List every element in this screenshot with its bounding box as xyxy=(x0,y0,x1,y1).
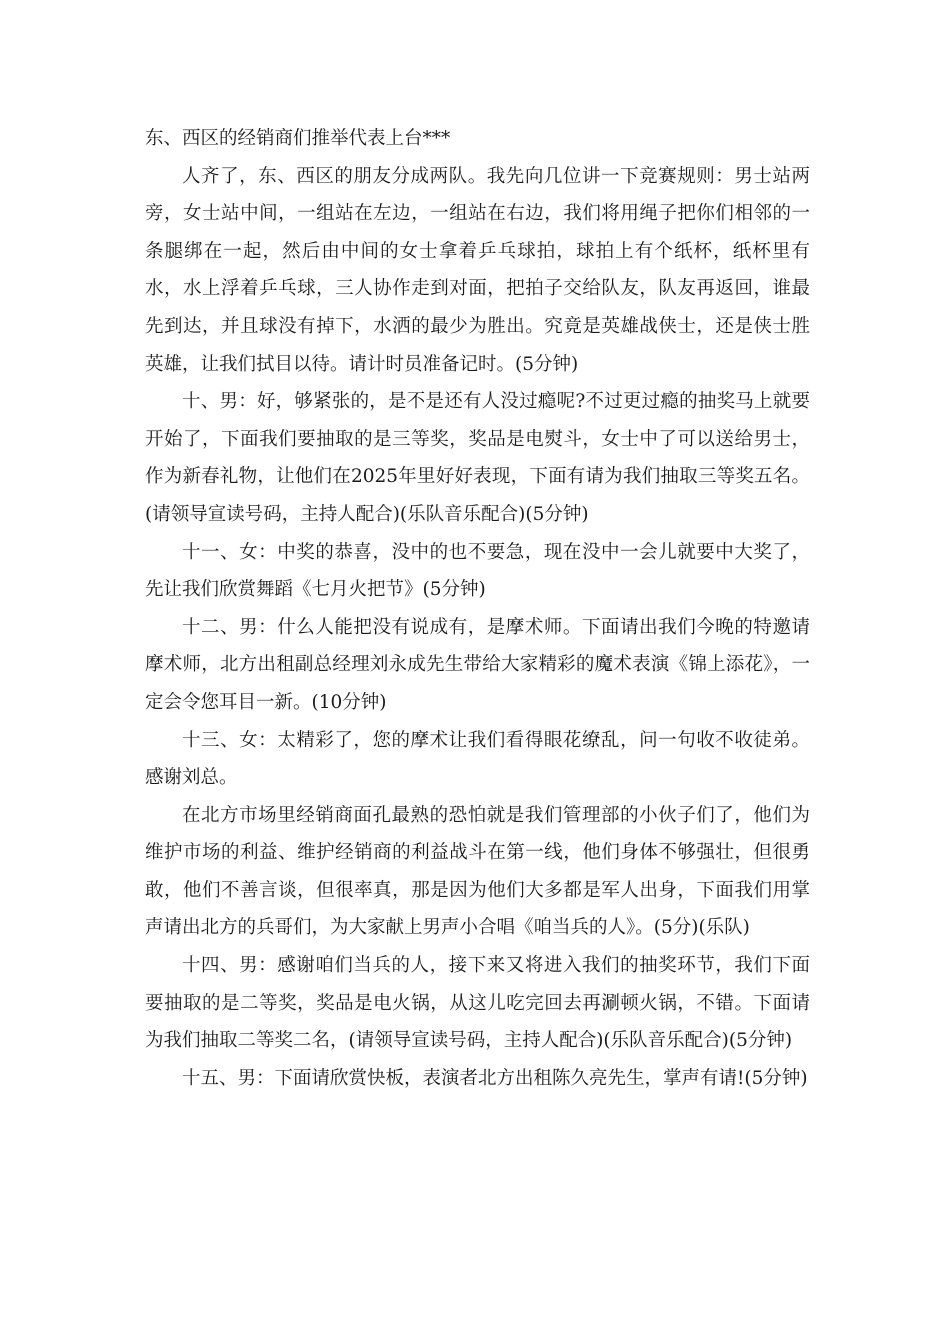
paragraph-8: 十五、男：下面请欣赏快板，表演者北方出租陈久亮先生，掌声有请!(5分钟) xyxy=(182,1067,808,1089)
paragraph-6: 在北方市场里经销商面孔最熟的恐怕就是我们管理部的小伙子们了，他们为维护市场的利益、维护经销商的利益战斗在第一线，他们身体不够强壮，但很勇敢，他们不善言谈，但很率真，那是因为他们大多都是军人出身，下面我们用掌声请出北方的兵哥们，为大家献上男声小合唱《咱当兵的人》。(5分)(乐队) xyxy=(145,804,810,939)
paragraph-4: 十二、男：什么人能把没有说成有，是摩术师。下面请出我们今晚的特邀请摩术师，北方出租副总经理刘永成先生带给大家精彩的魔术表演《锦上添花》，一定会令您耳目一新。(10分钟) xyxy=(145,616,810,713)
paragraph-7: 十四、男：感谢咱们当兵的人，接下来又将进入我们的抽奖环节，我们下面要抽取的是二等奖，奖品是电火锅，从这儿吃完回去再涮顿火锅，不错。下面请为我们抽取二等奖二名，(请领导宣读号码，主持人配合)(乐队音乐配合)(5分钟) xyxy=(145,955,810,1052)
paragraph-3: 十一、女：中奖的恭喜，没中的也不要急，现在没中一会儿就要中大奖了，先让我们欣赏舞蹈《七月火把节》(5分钟) xyxy=(145,541,810,601)
paragraph-0: 东、西区的经销商们推举代表上台*** xyxy=(145,128,451,149)
document-body xyxy=(145,120,810,1097)
paragraph-2: 十、男：好，够紧张的，是不是还有人没过瘾呢?不过更过瘾的抽奖马上就要开始了，下面我们要抽取的是三等奖，奖品是电熨斗，女士中了可以送给男士，作为新春礼物，让他们在2025年里好好表现，下面有请为我们抽取三等奖五名。(请领导宣读号码，主持人配合)(乐队音乐配合)(5分钟) xyxy=(145,391,810,525)
paragraph-1: 人齐了，东、西区的朋友分成两队。我先向几位讲一下竞赛规则：男士站两旁，女士站中间，一组站在左边，一组站在右边，我们将用绳子把你们相邻的一条腿绑在一起，然后由中间的女士拿着乒乓球拍，球拍上有个纸杯，纸杯里有水，水上浮着乒乓球，三人协作走到对面，把拍子交给队友，队友再返回，谁最先到达，并且球没有掉下，水洒的最少为胜出。究竟是英雄战侠士，还是侠士胜英雄，让我们拭目以待。请计时员准备记时。(5分钟) xyxy=(145,165,810,375)
paragraph-5: 十三、女：太精彩了，您的摩术让我们看得眼花缭乱，问一句收不收徒弟。感谢刘总。 xyxy=(145,729,810,789)
